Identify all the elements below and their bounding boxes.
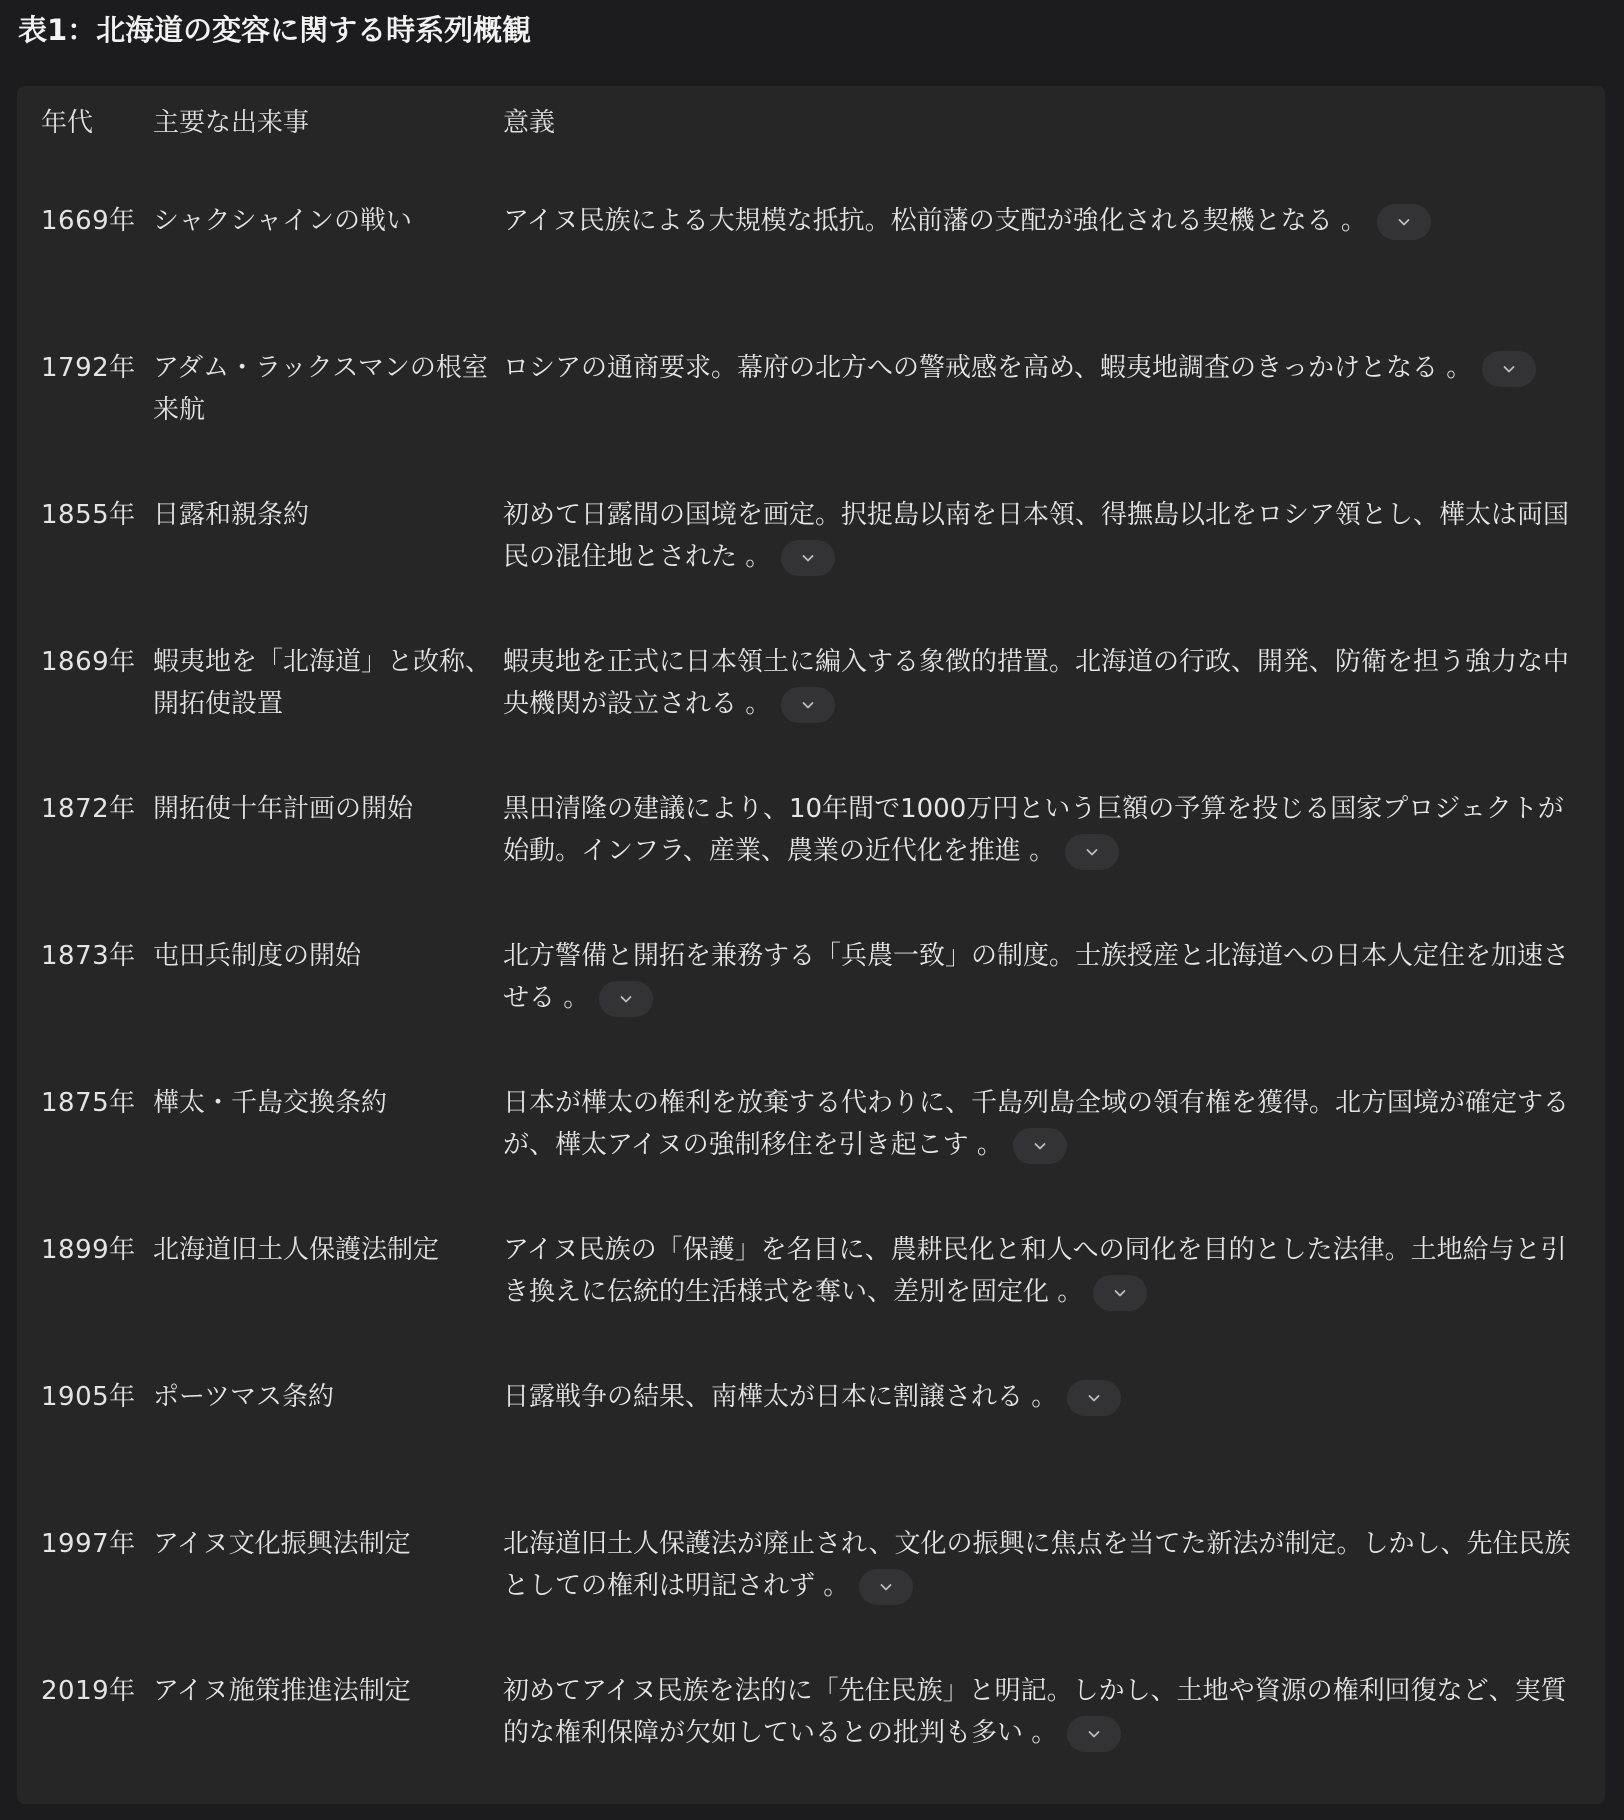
cell-significance (503, 631, 1605, 778)
cell-year: 1873年 (41, 941, 136, 971)
cell-year: 1669年 (41, 206, 136, 236)
cell-year: 1855年 (41, 500, 136, 530)
cell-event: アイヌ施策推進法制定 (153, 1676, 411, 1706)
cell-event: 日露和親条約 (153, 500, 310, 530)
chevron-down-icon (1086, 1726, 1102, 1742)
cell-significance (503, 1660, 1605, 1804)
cell-significance (503, 190, 1605, 337)
table-row (17, 1513, 1605, 1660)
chevron-down-icon (800, 550, 816, 566)
chevron-down-icon (1112, 1285, 1128, 1301)
cell-significance (503, 1513, 1605, 1660)
expand-source-button[interactable] (599, 981, 653, 1017)
significance-text: 蝦夷地を正式に日本領土に編入する象徴的措置。北海道の行政、開発、防衛を担う強力な中央機関が設立される 。 (503, 647, 1570, 719)
chevron-down-icon (1501, 361, 1517, 377)
table-row (17, 1072, 1605, 1219)
cell-event: 樺太・千島交換条約 (153, 1088, 388, 1118)
cell-significance (503, 1219, 1605, 1366)
table-header-row (17, 86, 1605, 190)
cell-year: 1905年 (41, 1382, 136, 1412)
table-row (17, 190, 1605, 337)
table-row (17, 1366, 1605, 1513)
expand-source-button[interactable] (1065, 834, 1119, 870)
table-row (17, 1219, 1605, 1366)
cell-significance (503, 1072, 1605, 1219)
significance-text: 初めて日露間の国境を画定。択捉島以南を日本領、得撫島以北をロシア領とし、樺太は両国民の混住地とされた 。 (503, 500, 1570, 572)
expand-source-button[interactable] (1067, 1380, 1121, 1416)
cell-significance (503, 925, 1605, 1072)
chevron-down-icon (1084, 844, 1100, 860)
cell-year: 1869年 (41, 647, 136, 677)
cell-year: 1899年 (41, 1235, 136, 1265)
header-year: 年代 (41, 108, 94, 138)
chevron-down-icon (1032, 1138, 1048, 1154)
chevron-down-icon (878, 1579, 894, 1595)
chevron-down-icon (800, 697, 816, 713)
significance-text: 初めてアイヌ民族を法的に「先住民族」と明記。しかし、土地や資源の権利回復など、実質的な権利保障が欠如しているとの批判も多い 。 (503, 1676, 1567, 1748)
page-title: 表1：北海道の変容に関する時系列概観 (18, 13, 532, 47)
expand-source-button[interactable] (781, 687, 835, 723)
cell-event: 屯田兵制度の開始 (153, 941, 362, 971)
table-row (17, 925, 1605, 1072)
cell-event: 北海道旧土人保護法制定 (153, 1235, 440, 1265)
chevron-down-icon (1086, 1390, 1102, 1406)
cell-year: 2019年 (41, 1676, 136, 1706)
cell-event: シャクシャインの戦い (153, 206, 412, 236)
significance-text: 日露戦争の結果、南樺太が日本に割譲される 。 (503, 1382, 1058, 1412)
cell-event: アダム・ラックスマンの根室来航 (153, 353, 488, 425)
table-row (17, 484, 1605, 631)
expand-source-button[interactable] (1482, 351, 1536, 387)
cell-event: ポーツマス条約 (153, 1382, 334, 1412)
significance-text: 黒田清隆の建議により、10年間で1000万円という巨額の予算を投じる国家プロジェクトが始動。インフラ、産業、農業の近代化を推進 。 (503, 794, 1564, 866)
significance-text: 日本が樺太の権利を放棄する代わりに、千島列島全域の領有権を獲得。北方国境が確定するが、樺太アイヌの強制移住を引き起こす 。 (503, 1088, 1570, 1160)
table-row (17, 778, 1605, 925)
chevron-down-icon (618, 991, 634, 1007)
significance-text: アイヌ民族による大規模な抵抗。松前藩の支配が強化される契機となる 。 (503, 206, 1367, 236)
expand-source-button[interactable] (1013, 1128, 1067, 1164)
expand-source-button[interactable] (781, 540, 835, 576)
cell-significance (503, 1366, 1605, 1513)
cell-year: 1875年 (41, 1088, 136, 1118)
table-row (17, 631, 1605, 778)
cell-event: 蝦夷地を「北海道」と改称、開拓使設置 (153, 647, 492, 719)
cell-year: 1997年 (41, 1529, 136, 1559)
header-event: 主要な出来事 (153, 108, 310, 138)
significance-text: ロシアの通商要求。幕府の北方への警戒感を高め、蝦夷地調査のきっかけとなる 。 (503, 353, 1473, 383)
table-row (17, 1660, 1605, 1804)
header-significance: 意義 (503, 108, 556, 138)
cell-year: 1872年 (41, 794, 136, 824)
timeline-table (17, 86, 1605, 1804)
cell-significance (503, 337, 1605, 484)
timeline-table-card (17, 86, 1605, 1804)
expand-source-button[interactable] (859, 1569, 913, 1605)
cell-event: アイヌ文化振興法制定 (153, 1529, 411, 1559)
significance-text: アイヌ民族の「保護」を名目に、農耕民化と和人への同化を目的とした法律。土地給与と引き換えに伝統的生活様式を奪い、差別を固定化 。 (503, 1235, 1567, 1307)
significance-text: 北方警備と開拓を兼務する「兵農一致」の制度。士族授産と北海道への日本人定住を加速させる 。 (503, 941, 1570, 1013)
cell-significance (503, 778, 1605, 925)
significance-text: 北海道旧土人保護法が廃止され、文化の振興に焦点を当てた新法が制定。しかし、先住民族としての権利は明記されず 。 (503, 1529, 1571, 1601)
cell-significance (503, 484, 1605, 631)
cell-year: 1792年 (41, 353, 136, 383)
table-row (17, 337, 1605, 484)
expand-source-button[interactable] (1093, 1275, 1147, 1311)
chevron-down-icon (1396, 214, 1412, 230)
expand-source-button[interactable] (1067, 1716, 1121, 1752)
cell-event: 開拓使十年計画の開始 (153, 794, 414, 824)
expand-source-button[interactable] (1377, 204, 1431, 240)
